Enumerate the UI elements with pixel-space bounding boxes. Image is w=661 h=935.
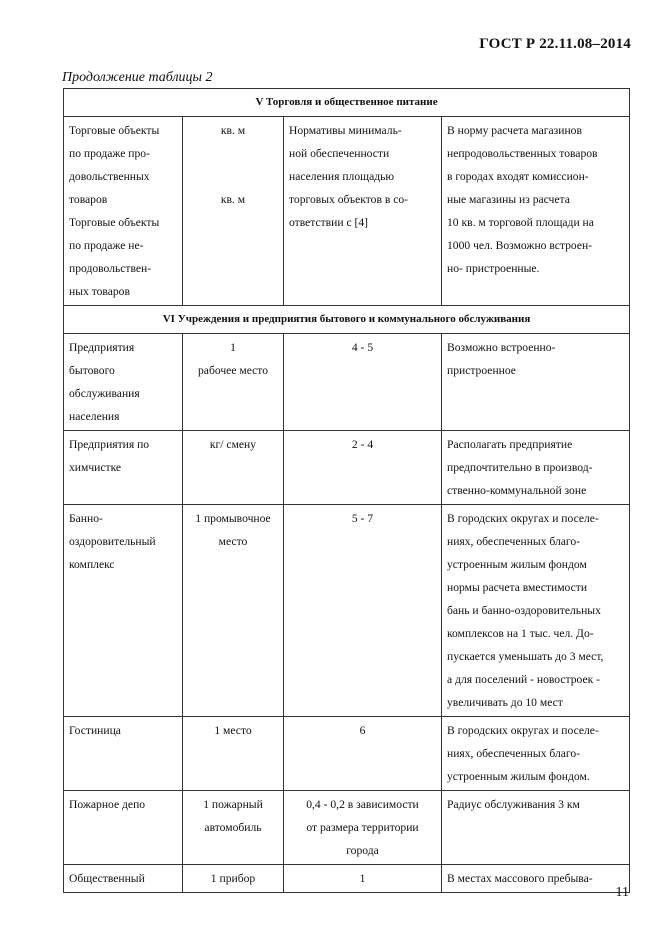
section-title-v: V Торговля и общественное питание — [64, 89, 630, 117]
unit-cell: кг/ смену — [183, 431, 284, 505]
note-cell: Возможно встроенно- пристроенное — [442, 334, 630, 431]
object-name-cell: Пожарное депо — [64, 791, 183, 865]
object-name-cell: Общественный — [64, 865, 183, 893]
value-cell: 0,4 - 0,2 в зависимости от размера территории города — [284, 791, 442, 865]
value-cell: 2 - 4 — [284, 431, 442, 505]
object-name-cell: Банно- оздоровительный комплекс — [64, 505, 183, 717]
table-row — [64, 865, 630, 893]
note-cell: Располагать предприятие предпочтительно в производ- ственно-коммунальной зоне — [442, 431, 630, 505]
table-row — [64, 505, 630, 717]
unit-cell: кв. м кв. м — [183, 117, 284, 306]
table-row — [64, 791, 630, 865]
section-row-vi — [64, 306, 630, 334]
unit-cell: 1 промывочное место — [183, 505, 284, 717]
document-code: ГОСТ Р 22.11.08–2014 — [479, 36, 631, 52]
table-row — [64, 117, 630, 306]
unit-cell: 1 место — [183, 717, 284, 791]
unit-cell: 1 прибор — [183, 865, 284, 893]
value-cell: 6 — [284, 717, 442, 791]
note-cell: В норму расчета магазинов непродовольственных товаров в городах входят комиссион- ные магазины из расчета 10 кв. м торговой площади на 1000 чел. Возможно встроен- но- пристроенные. — [442, 117, 630, 306]
object-name-cell: Предприятия по химчистке — [64, 431, 183, 505]
note-cell: В городских округах и поселе- ниях, обеспеченных благо- устроенным жилым фондом нормы расчета вместимости бань и банно-оздоровительных комплексов на 1 тыс. чел. До- пускается уменьшать до 3 мест, а для поселений - новостроек - увеличивать до 10 мест — [442, 505, 630, 717]
value-cell: 4 - 5 — [284, 334, 442, 431]
object-name-cell: Гостиница — [64, 717, 183, 791]
table-continuation-label: Продолжение таблицы 2 — [62, 70, 213, 85]
value-cell: 1 — [284, 865, 442, 893]
note-cell: В городских округах и поселе- ниях, обеспеченных благо- устроенным жилым фондом. — [442, 717, 630, 791]
note-cell: Радиус обслуживания 3 км — [442, 791, 630, 865]
object-name-cell: Предприятия бытового обслуживания населения — [64, 334, 183, 431]
page-number: 11 — [615, 885, 629, 900]
table-row — [64, 431, 630, 505]
norms-table — [63, 88, 630, 893]
unit-cell: 1 пожарный автомобиль — [183, 791, 284, 865]
table-row — [64, 334, 630, 431]
value-cell: Нормативы минималь- ной обеспеченности населения площадью торговых объектов в со- ответствии с [4] — [284, 117, 442, 306]
unit-cell: 1 рабочее место — [183, 334, 284, 431]
section-title-vi: VI Учреждения и предприятия бытового и коммунального обслуживания — [64, 306, 630, 334]
object-name-cell: Торговые объекты по продаже про- довольственных товаров Торговые объекты по продаже не- продовольствен- ных товаров — [64, 117, 183, 306]
table-row — [64, 717, 630, 791]
note-cell: В местах массового пребыва- — [442, 865, 630, 893]
section-row-v — [64, 89, 630, 117]
value-cell: 5 - 7 — [284, 505, 442, 717]
